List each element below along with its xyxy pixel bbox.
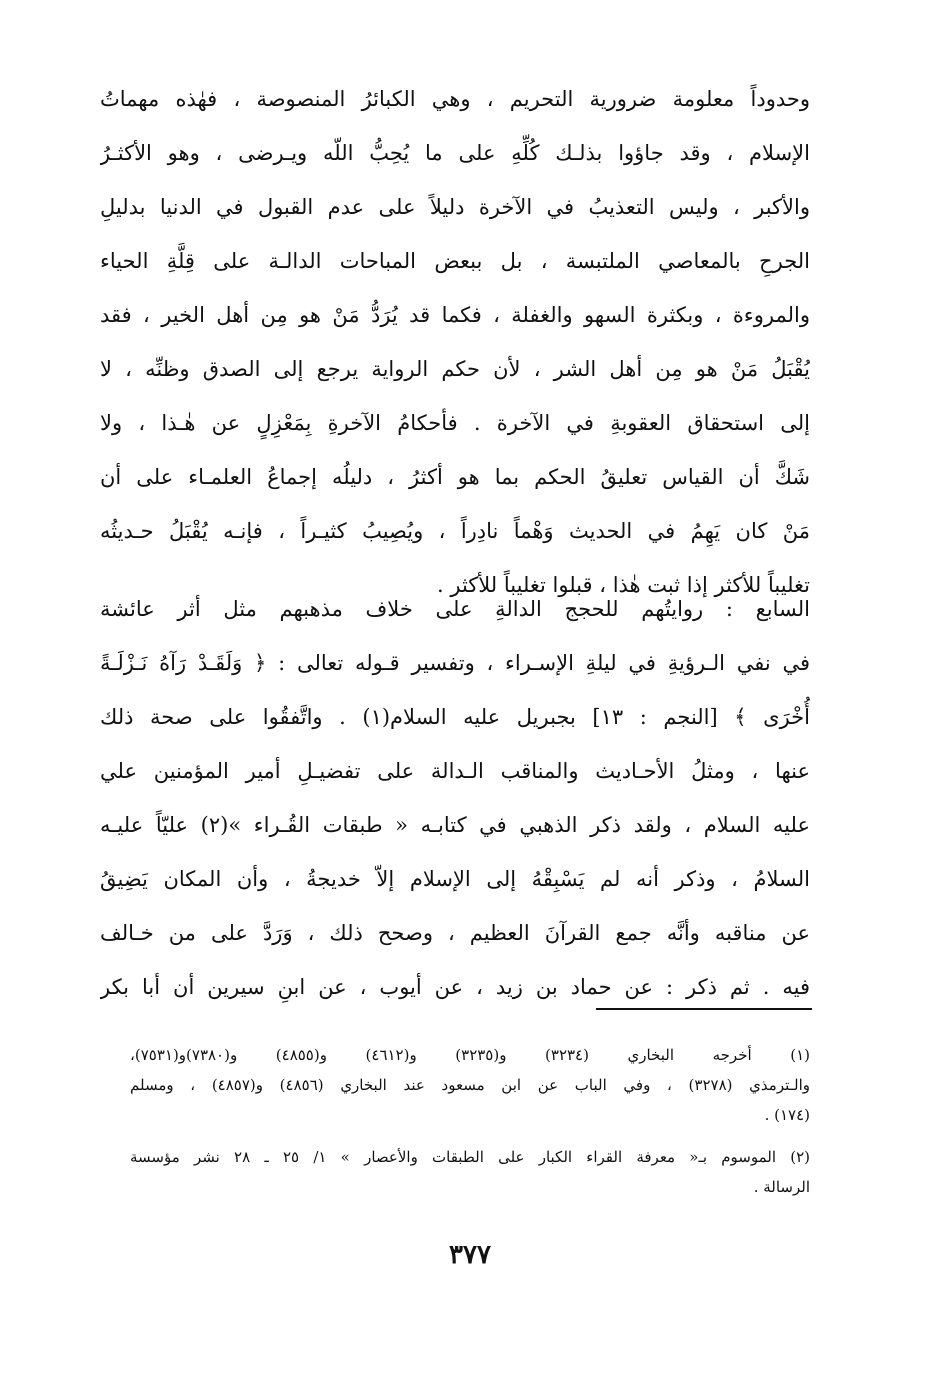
text-line: الجرحِ بالمعاصي الملتبسة ، بل ببعض المباحات الدالـة على قِلَّةِ الحياء xyxy=(100,249,810,273)
footnote-separator xyxy=(596,1008,812,1010)
footnote-line: الرسالة . xyxy=(753,1178,810,1196)
paragraph-two xyxy=(100,582,810,1014)
text-line: في نفي الـرؤيةِ في ليلةِ الإسـراء ، وتفسير قـوله تعالى : ﴿ وَلَقَـدْ رَآهُ نَـزْلَـةً xyxy=(100,651,810,675)
text-line: وحدوداً معلومة ضرورية التحريم ، وهي الكبائرُ المنصوصة ، فهٰذه مهماتُ xyxy=(100,87,810,111)
page-number: ٣٧٧ xyxy=(449,1240,491,1270)
text-line: أُخْرَى ﴾ [النجم : ١٣] بجبريل عليه السلام(١) . واتَّفقُوا على صحة ذلك xyxy=(100,705,810,729)
text-line: السابع : روايتُهم للحجج الدالةِ على خلاف مذهبهم مثل أثر عائشة xyxy=(100,597,810,621)
text-line: فيه . ثم ذكر : عن حماد بن زيد ، عن أيوب ، عن ابنِ سيرين أن أبا بكر xyxy=(100,975,810,999)
text-line: شَكَّ أن القياس تعليقُ الحكم بما هو أكثرُ ، دليلُه إجماعُ العلمـاء على أن xyxy=(100,465,810,489)
text-line: تغليباً للأكثر إذا ثبت هٰذا ، قبلوا تغليباً للأكثر . xyxy=(437,573,810,597)
text-line: عنها ، ومثلُ الأحـاديث والمناقب الـدالة على تفضيـلِ أمير المؤمنين علي xyxy=(100,759,810,783)
text-line: السلامُ ، وذكر أنه لم يَسْبِقْهُ إلى الإسلام إلاّ خديجةُ ، وأن المكان يَضِيقُ xyxy=(100,867,810,891)
footnote-line: (١٧٤) . xyxy=(764,1106,810,1124)
paragraph-one xyxy=(100,72,810,612)
footnote-line: (١) أخرجه البخاري (٣٢٣٤) و(٣٢٣٥) و(٤٦١٢) و(٤٨٥٥) و(٧٣٨٠)و(٧٥٣١)، xyxy=(130,1046,810,1064)
text-line: عليه السلام ، ولقد ذكر الذهبي في كتابـه « طبقات القُـراء »(٢) عليّاً عليـه xyxy=(100,813,810,837)
text-line: مَنْ كان يَهِمُ في الحديث وَهْماً نادِراً ، ويُصِيبُ كثيـراً ، فإنـه يُقْبَلُ حـديثُه xyxy=(100,519,810,543)
footnote-line: والـترمذي (٣٢٧٨) ، وفي الباب عن ابن مسعود عند البخاري (٤٨٥٦) و(٤٨٥٧) ، ومسلم xyxy=(130,1076,810,1094)
text-line: إلى استحقاق العقوبةِ في الآخرة . فأحكامُ الآخرةِ بِمَعْزِلٍ عن هٰـذا ، ولا xyxy=(100,411,810,435)
text-line: الإسلام ، وقد جاؤوا بذلـك كُلِّهِ على ما يُحِبُّ اللّه ويـرضى ، وهو الأكثـرُ xyxy=(100,141,810,165)
footnote-two xyxy=(130,1142,810,1202)
text-line: يُقْبَلُ مَنْ هو مِن أهل الشر ، لأن حكم الرواية يرجع إلى الصدق وظنِّه ، لا xyxy=(100,357,810,381)
footnote-line: (٢) الموسوم بـ« معرفة القراء الكبار على الطبقات والأعصار » ١/ ٢٥ ـ ٢٨ نشر مؤسسة xyxy=(130,1148,810,1166)
text-line: عن مناقبه وأنَّه جمع القرآنَ العظيم ، وصحح ذلك ، وَرَدَّ على من خـالف xyxy=(100,921,810,945)
text-line: والمروءة ، وبكثرة السهو والغفلة ، فكما قد يُرَدُّ مَنْ هو مِن أهل الخير ، فقد xyxy=(100,303,810,327)
footnote-one xyxy=(130,1040,810,1130)
text-line: والأكبر ، وليس التعذيبُ في الآخرة دليلاً على عدم القبول في الدنيا بدليلِ xyxy=(100,195,810,219)
